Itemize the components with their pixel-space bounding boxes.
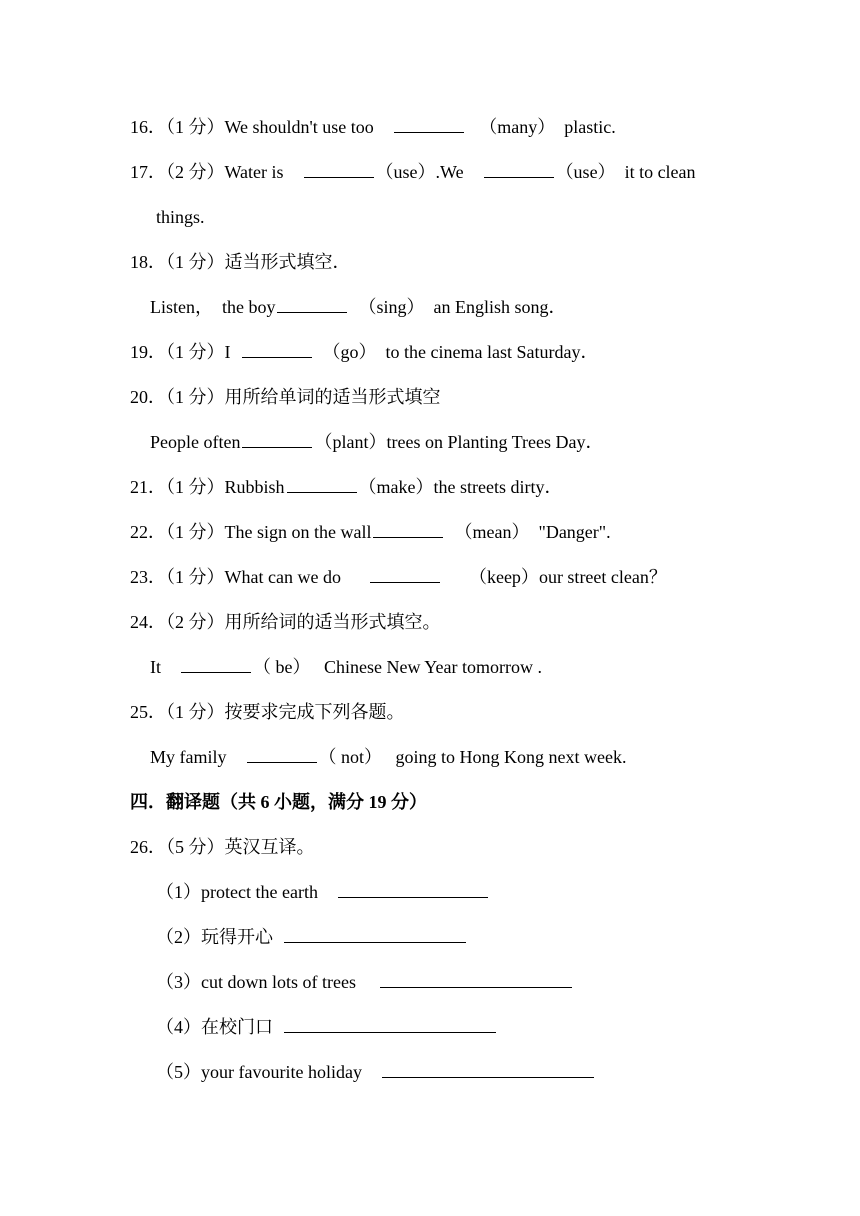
question-text: trees on Planting Trees Day． — [386, 432, 604, 452]
answer-blank[interactable] — [338, 880, 488, 898]
question-23 — [130, 565, 667, 589]
question-number: 17． — [130, 162, 166, 182]
question-24-body — [150, 655, 542, 679]
question-number: 18． — [130, 252, 166, 272]
question-22 — [130, 520, 611, 544]
word-hint: （sing） — [358, 297, 425, 317]
question-score: （1 分） — [166, 117, 225, 137]
translation-item-4 — [156, 1015, 498, 1039]
answer-blank[interactable] — [370, 565, 440, 583]
answer-blank[interactable] — [242, 430, 312, 448]
question-text: People often — [150, 432, 241, 452]
item-text: protect the earth — [201, 882, 318, 902]
item-text: cut down lots of trees — [201, 972, 356, 992]
question-text: The sign on the wall — [224, 522, 372, 542]
question-text: We shouldn't use too — [224, 117, 374, 137]
question-20-body — [150, 430, 603, 454]
question-score: （1 分） — [166, 477, 225, 497]
translation-item-1 — [156, 880, 490, 904]
question-number: 22． — [130, 522, 166, 542]
question-text: My family — [150, 747, 227, 767]
question-number: 26． — [130, 837, 166, 857]
word-hint: （mean） — [454, 522, 530, 542]
question-26 — [130, 835, 315, 859]
item-number: （2） — [156, 927, 201, 947]
item-number: （1） — [156, 882, 201, 902]
answer-blank[interactable] — [284, 1015, 496, 1033]
question-text: Chinese New Year tomorrow . — [324, 657, 542, 677]
question-instruction: 用所给单词的适当形式填空 — [224, 387, 441, 407]
question-text: plastic. — [564, 117, 616, 137]
question-text: our street clean？ — [538, 567, 667, 587]
question-19 — [130, 340, 598, 364]
item-number: （3） — [156, 972, 201, 992]
question-number: 23． — [130, 567, 166, 587]
word-hint: （use） — [555, 162, 616, 182]
question-instruction: 按要求完成下列各题。 — [224, 702, 405, 722]
question-text: What can we do — [224, 567, 341, 587]
item-number: （4） — [156, 1017, 201, 1037]
question-number: 25． — [130, 702, 166, 722]
question-text: it to clean — [624, 162, 696, 182]
question-text: to the cinema last Saturday． — [385, 342, 599, 362]
translation-item-3 — [156, 970, 574, 994]
question-number: 20． — [130, 387, 166, 407]
word-hint: （make） — [358, 477, 434, 497]
question-score: （1 分） — [166, 567, 225, 587]
item-text: your favourite holiday — [201, 1062, 362, 1082]
item-text: 玩得开心 — [201, 927, 273, 947]
question-score: （5 分） — [166, 837, 225, 857]
question-25 — [130, 700, 405, 724]
question-score: （1 分） — [166, 342, 225, 362]
answer-blank[interactable] — [304, 160, 374, 178]
question-17-continued: things. — [156, 207, 205, 227]
question-number: 24． — [130, 612, 166, 632]
word-hint: （use）.We — [375, 162, 464, 182]
question-21 — [130, 475, 562, 499]
word-hint: （go） — [322, 342, 377, 362]
answer-blank[interactable] — [181, 655, 251, 673]
question-18 — [130, 250, 351, 274]
answer-blank[interactable] — [284, 925, 466, 943]
question-text: the streets dirty． — [433, 477, 563, 497]
question-24 — [130, 610, 441, 634]
item-text: 在校门口 — [201, 1017, 273, 1037]
question-instruction: 用所给词的适当形式填空。 — [224, 612, 441, 632]
question-text: an English song． — [433, 297, 567, 317]
word-hint: （ be） — [253, 657, 311, 677]
answer-blank[interactable] — [277, 295, 347, 313]
question-number: 19． — [130, 342, 166, 362]
answer-blank[interactable] — [247, 745, 317, 763]
question-18-body — [150, 295, 567, 319]
question-score: （1 分） — [166, 387, 225, 407]
question-number: 21． — [130, 477, 166, 497]
word-hint: （ not） — [318, 747, 383, 767]
question-score: （1 分） — [166, 522, 225, 542]
word-hint: （plant） — [314, 432, 387, 452]
answer-blank[interactable] — [484, 160, 554, 178]
question-number: 16． — [130, 117, 166, 137]
question-score: （1 分） — [166, 702, 225, 722]
question-text: I — [224, 342, 231, 362]
translation-item-5 — [156, 1060, 596, 1084]
question-text: It — [150, 657, 161, 677]
question-20 — [130, 385, 441, 409]
question-text: Water is — [224, 162, 284, 182]
answer-blank[interactable] — [382, 1060, 594, 1078]
question-text: Listen， the boy — [150, 297, 276, 317]
question-17 — [130, 160, 696, 184]
answer-blank[interactable] — [394, 115, 464, 133]
answer-blank[interactable] — [287, 475, 357, 493]
question-text: Rubbish — [224, 477, 285, 497]
section-heading: 四．翻译题（共 6 小题，满分 19 分） — [130, 792, 427, 812]
answer-blank[interactable] — [242, 340, 312, 358]
question-instruction: 适当形式填空． — [224, 252, 351, 272]
question-score: （2 分） — [166, 162, 225, 182]
question-score: （1 分） — [166, 252, 225, 272]
item-number: （5） — [156, 1062, 201, 1082]
word-hint: （keep） — [468, 567, 539, 587]
translation-item-2 — [156, 925, 468, 949]
question-score: （2 分） — [166, 612, 225, 632]
word-hint: （many） — [479, 117, 556, 137]
question-instruction: 英汉互译。 — [224, 837, 315, 857]
answer-blank[interactable] — [373, 520, 443, 538]
question-text: going to Hong Kong next week. — [395, 747, 627, 767]
answer-blank[interactable] — [380, 970, 572, 988]
question-16 — [130, 115, 616, 139]
question-25-body — [150, 745, 626, 769]
question-text: "Danger". — [538, 522, 611, 542]
